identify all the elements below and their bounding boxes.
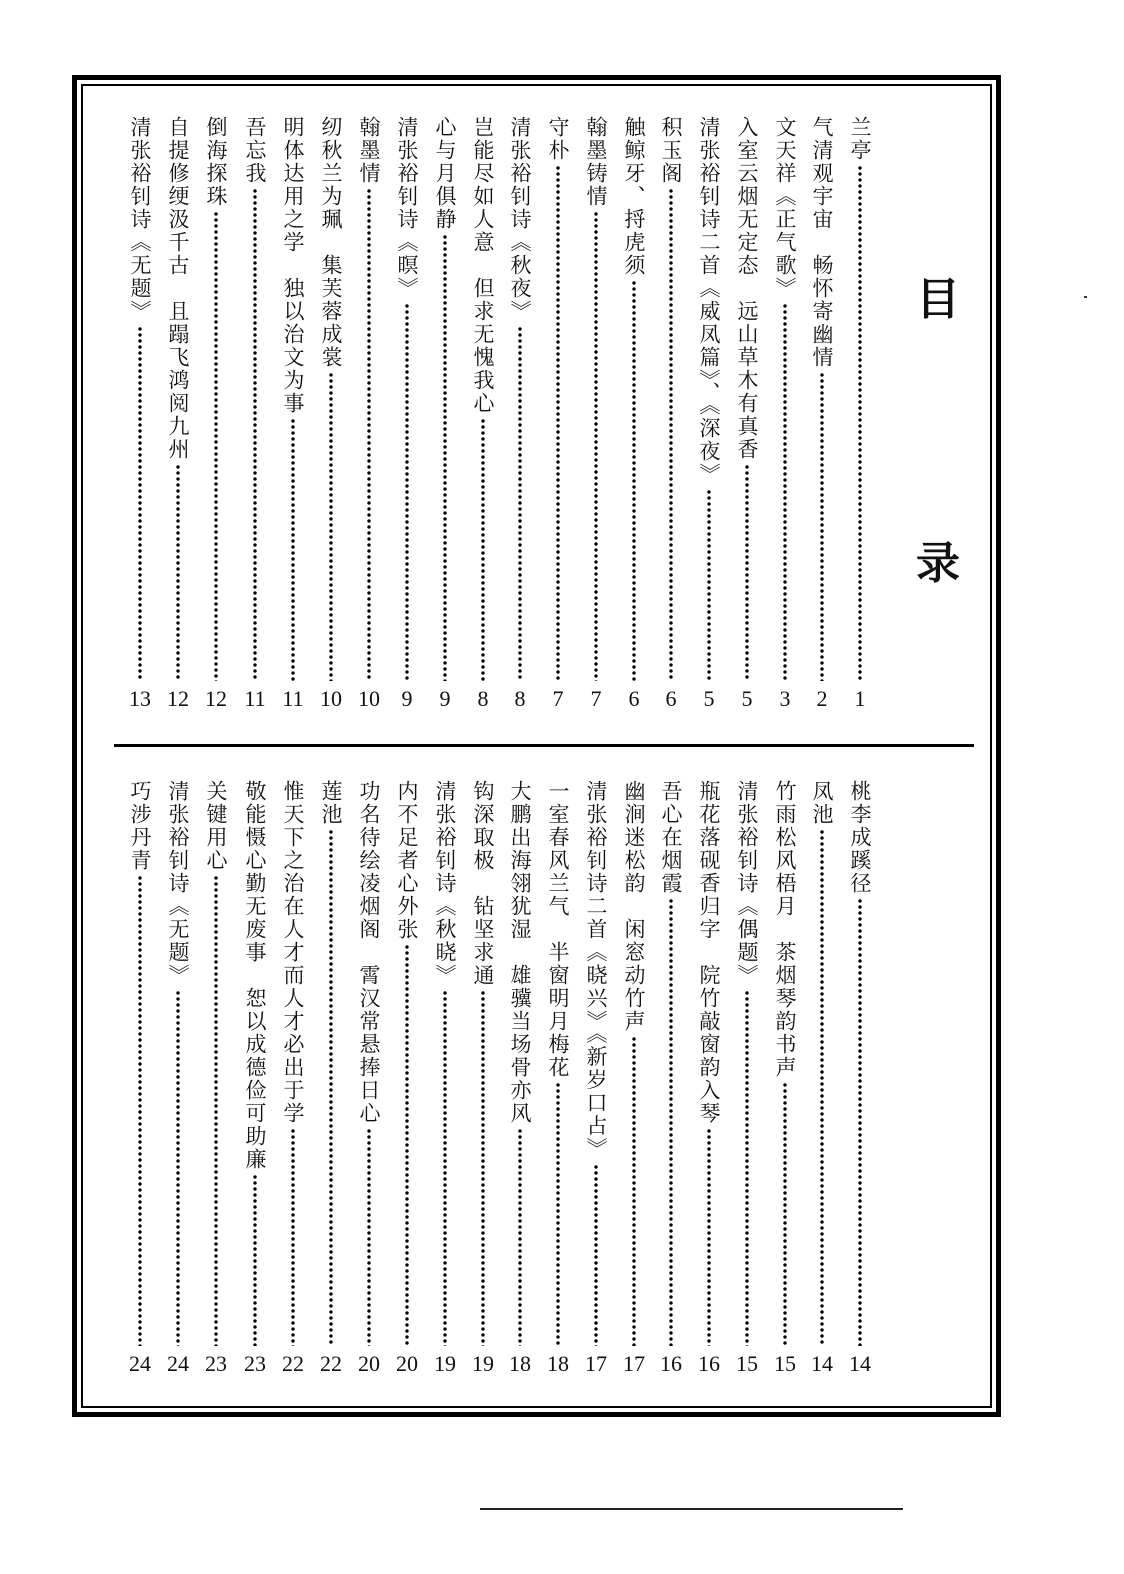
entry-title: 翰墨铸情 xyxy=(584,116,608,208)
dot-leader xyxy=(366,1128,372,1346)
entry-title: 翰墨情 xyxy=(357,116,381,185)
entry-title: 触鲸牙、捋虎须 xyxy=(622,116,646,277)
entry-page: 22 xyxy=(282,1351,304,1376)
entry-title: 巧涉丹青 xyxy=(128,780,152,872)
section-divider xyxy=(114,744,974,747)
dot-leader xyxy=(555,165,561,681)
dot-leader xyxy=(213,211,219,681)
toc-entry[interactable] xyxy=(125,780,155,1376)
dot-leader xyxy=(631,280,637,681)
entry-title: 守朴 xyxy=(546,116,570,162)
entry-title: 清张裕钊诗二首《晓兴》《新岁口占》 xyxy=(584,780,608,1161)
toc-entry[interactable] xyxy=(543,116,573,711)
dot-leader xyxy=(706,489,712,681)
entry-page: 18 xyxy=(509,1351,531,1376)
toc-entry[interactable] xyxy=(694,780,724,1376)
toc-entry[interactable] xyxy=(543,780,573,1376)
entry-title: 自提修绠汲千古 且蹋飞鸿阅九州 xyxy=(166,116,190,461)
toc-entry[interactable] xyxy=(392,116,422,711)
toc-entry[interactable] xyxy=(845,116,875,711)
entry-page: 11 xyxy=(244,686,266,711)
dot-leader xyxy=(366,188,372,681)
dot-leader xyxy=(290,1128,296,1346)
toc-entry[interactable] xyxy=(770,780,800,1376)
dot-leader xyxy=(706,1128,712,1346)
entry-page: 13 xyxy=(129,686,151,711)
entry-title: 敬能慑心勤无废事 恕以成德俭可助廉 xyxy=(243,780,267,1171)
entry-title: 桃李成蹊径 xyxy=(848,780,872,895)
toc-entry[interactable] xyxy=(505,780,535,1376)
toc-entry[interactable] xyxy=(430,780,460,1376)
toc-entry[interactable] xyxy=(201,116,231,711)
entry-title: 岂能尽如人意 但求无愧我心 xyxy=(471,116,495,415)
entry-page: 19 xyxy=(434,1351,456,1376)
toc-entry[interactable] xyxy=(732,116,762,711)
entry-page: 17 xyxy=(585,1351,607,1376)
dot-leader xyxy=(517,1128,523,1346)
entry-title: 莲池 xyxy=(319,780,343,826)
dot-leader xyxy=(175,990,181,1346)
dot-leader xyxy=(857,898,863,1346)
entry-page: 16 xyxy=(698,1351,720,1376)
entry-title: 积玉阁 xyxy=(659,116,683,185)
entry-page: 15 xyxy=(774,1351,796,1376)
footer-rule xyxy=(480,1508,903,1510)
toc-entry[interactable] xyxy=(656,116,686,711)
entry-page: 9 xyxy=(401,686,413,711)
entry-title: 心与月俱静 xyxy=(433,116,457,231)
entry-page: 20 xyxy=(396,1351,418,1376)
dot-leader xyxy=(744,990,750,1346)
dot-leader xyxy=(328,372,334,681)
toc-entry[interactable] xyxy=(468,116,498,711)
toc-entry[interactable] xyxy=(619,780,649,1376)
entry-title: 惟天下之治在人才而人才必出于学 xyxy=(281,780,305,1125)
toc-entry[interactable] xyxy=(354,780,384,1376)
entry-page: 17 xyxy=(623,1351,645,1376)
entry-title: 清张裕钊诗《无题》 xyxy=(128,116,152,323)
toc-title-char-1: 目 xyxy=(916,274,960,325)
dot-leader xyxy=(252,188,258,681)
toc-entry[interactable] xyxy=(807,780,837,1376)
entry-page: 24 xyxy=(129,1351,151,1376)
entry-page: 23 xyxy=(244,1351,266,1376)
dot-leader xyxy=(442,234,448,681)
entry-title: 纫秋兰为珮 集芙蓉成裳 xyxy=(319,116,343,369)
entry-page: 8 xyxy=(477,686,489,711)
entry-page: 10 xyxy=(358,686,380,711)
toc-entry[interactable] xyxy=(278,780,308,1376)
entry-page: 6 xyxy=(665,686,677,711)
entry-page: 12 xyxy=(167,686,189,711)
entry-page: 20 xyxy=(358,1351,380,1376)
entry-page: 23 xyxy=(205,1351,227,1376)
dot-leader xyxy=(137,875,143,1346)
dot-leader xyxy=(555,1082,561,1346)
dot-leader xyxy=(328,829,334,1346)
toc-entry[interactable] xyxy=(581,116,611,711)
scan-speck xyxy=(1084,296,1087,298)
entry-title: 清张裕钊诗《秋夜》 xyxy=(508,116,532,323)
dot-leader xyxy=(819,372,825,681)
entry-page: 5 xyxy=(703,686,715,711)
toc-entry[interactable] xyxy=(505,116,535,711)
toc-title-char-2: 录 xyxy=(916,538,960,589)
entry-title: 明体达用之学 独以治文为事 xyxy=(281,116,305,415)
entry-page: 22 xyxy=(320,1351,342,1376)
entry-title: 清张裕钊诗《秋晓》 xyxy=(433,780,457,987)
entry-title: 清张裕钊诗《暝》 xyxy=(395,116,419,300)
entry-title: 内不足者心外张 xyxy=(395,780,419,941)
dot-leader xyxy=(175,464,181,681)
entry-page: 5 xyxy=(741,686,753,711)
entry-title: 入室云烟无定态 远山草木有真香 xyxy=(735,116,759,461)
dot-leader xyxy=(480,990,486,1346)
entry-page: 11 xyxy=(282,686,304,711)
entry-title: 清张裕钊诗二首《威凤篇》、《深夜》 xyxy=(697,116,721,486)
entry-title: 竹雨松风梧月 茶烟琴韵书声 xyxy=(773,780,797,1079)
entry-title: 凤池 xyxy=(810,780,834,826)
entry-page: 2 xyxy=(816,686,828,711)
entry-page: 14 xyxy=(811,1351,833,1376)
entry-title: 吾心在烟霞 xyxy=(659,780,683,895)
entry-title: 大鹏出海翎犹湿 雄骥当场骨亦风 xyxy=(508,780,532,1125)
toc-entry[interactable] xyxy=(240,116,270,711)
toc-entry[interactable] xyxy=(278,116,308,711)
dot-leader xyxy=(480,418,486,681)
dot-leader xyxy=(631,1036,637,1346)
dot-leader xyxy=(782,303,788,681)
entry-title: 气清观宇宙 畅怀寄幽情 xyxy=(810,116,834,369)
toc-entry[interactable] xyxy=(807,116,837,711)
toc-entry[interactable] xyxy=(240,780,270,1376)
dot-leader xyxy=(442,990,448,1346)
entry-title: 钩深取极 钻坚求通 xyxy=(471,780,495,987)
toc-entry[interactable] xyxy=(619,116,649,711)
toc-entry[interactable] xyxy=(125,116,155,711)
toc-entry[interactable] xyxy=(845,780,875,1376)
entry-title: 清张裕钊诗《偶题》 xyxy=(735,780,759,987)
toc-entry[interactable] xyxy=(201,780,231,1376)
entry-page: 18 xyxy=(547,1351,569,1376)
entry-title: 关键用心 xyxy=(204,780,228,872)
dot-leader xyxy=(404,303,410,681)
entry-page: 16 xyxy=(660,1351,682,1376)
dot-leader xyxy=(819,829,825,1346)
toc-entry[interactable] xyxy=(732,780,762,1376)
toc-entry[interactable] xyxy=(316,116,346,711)
entry-title: 一室春风兰气 半窗明月梅花 xyxy=(546,780,570,1079)
entry-page: 6 xyxy=(628,686,640,711)
toc-entry[interactable] xyxy=(468,780,498,1376)
dot-leader xyxy=(744,464,750,681)
dot-leader xyxy=(668,188,674,681)
entry-title: 兰亭 xyxy=(848,116,872,162)
dot-leader xyxy=(668,898,674,1346)
dot-leader xyxy=(290,418,296,681)
entry-title: 倒海探珠 xyxy=(204,116,228,208)
entry-page: 7 xyxy=(552,686,564,711)
dot-leader xyxy=(593,211,599,681)
dot-leader xyxy=(404,944,410,1346)
dot-leader xyxy=(782,1082,788,1346)
toc-entry[interactable] xyxy=(354,116,384,711)
toc-entry[interactable] xyxy=(656,780,686,1376)
entry-page: 7 xyxy=(590,686,602,711)
entry-page: 15 xyxy=(736,1351,758,1376)
toc-entry[interactable] xyxy=(694,116,724,711)
entry-title: 瓶花落砚香归字 院竹敲窗韵入琴 xyxy=(697,780,721,1125)
toc-entry[interactable] xyxy=(581,780,611,1376)
entry-page: 19 xyxy=(472,1351,494,1376)
toc-entry[interactable] xyxy=(316,780,346,1376)
dot-leader xyxy=(137,326,143,681)
toc-entry[interactable] xyxy=(392,780,422,1376)
toc-entry[interactable] xyxy=(163,780,193,1376)
dot-leader xyxy=(517,326,523,681)
entry-page: 8 xyxy=(514,686,526,711)
toc-entry[interactable] xyxy=(163,116,193,711)
dot-leader xyxy=(213,875,219,1346)
entry-page: 9 xyxy=(439,686,451,711)
entry-page: 3 xyxy=(779,686,791,711)
toc-entry[interactable] xyxy=(430,116,460,711)
entry-title: 幽涧迷松韵 闲窓动竹声 xyxy=(622,780,646,1033)
toc-entry[interactable] xyxy=(770,116,800,711)
entry-title: 吾忘我 xyxy=(243,116,267,185)
entry-title: 文天祥《正气歌》 xyxy=(773,116,797,300)
dot-leader xyxy=(857,165,863,681)
entry-page: 1 xyxy=(854,686,866,711)
entry-page: 12 xyxy=(205,686,227,711)
entry-page: 10 xyxy=(320,686,342,711)
entry-title: 清张裕钊诗《无题》 xyxy=(166,780,190,987)
dot-leader xyxy=(252,1174,258,1346)
dot-leader xyxy=(593,1164,599,1347)
entry-title: 功名待绘凌烟阁 霄汉常悬捧日心 xyxy=(357,780,381,1125)
entry-page: 24 xyxy=(167,1351,189,1376)
entry-page: 14 xyxy=(849,1351,871,1376)
